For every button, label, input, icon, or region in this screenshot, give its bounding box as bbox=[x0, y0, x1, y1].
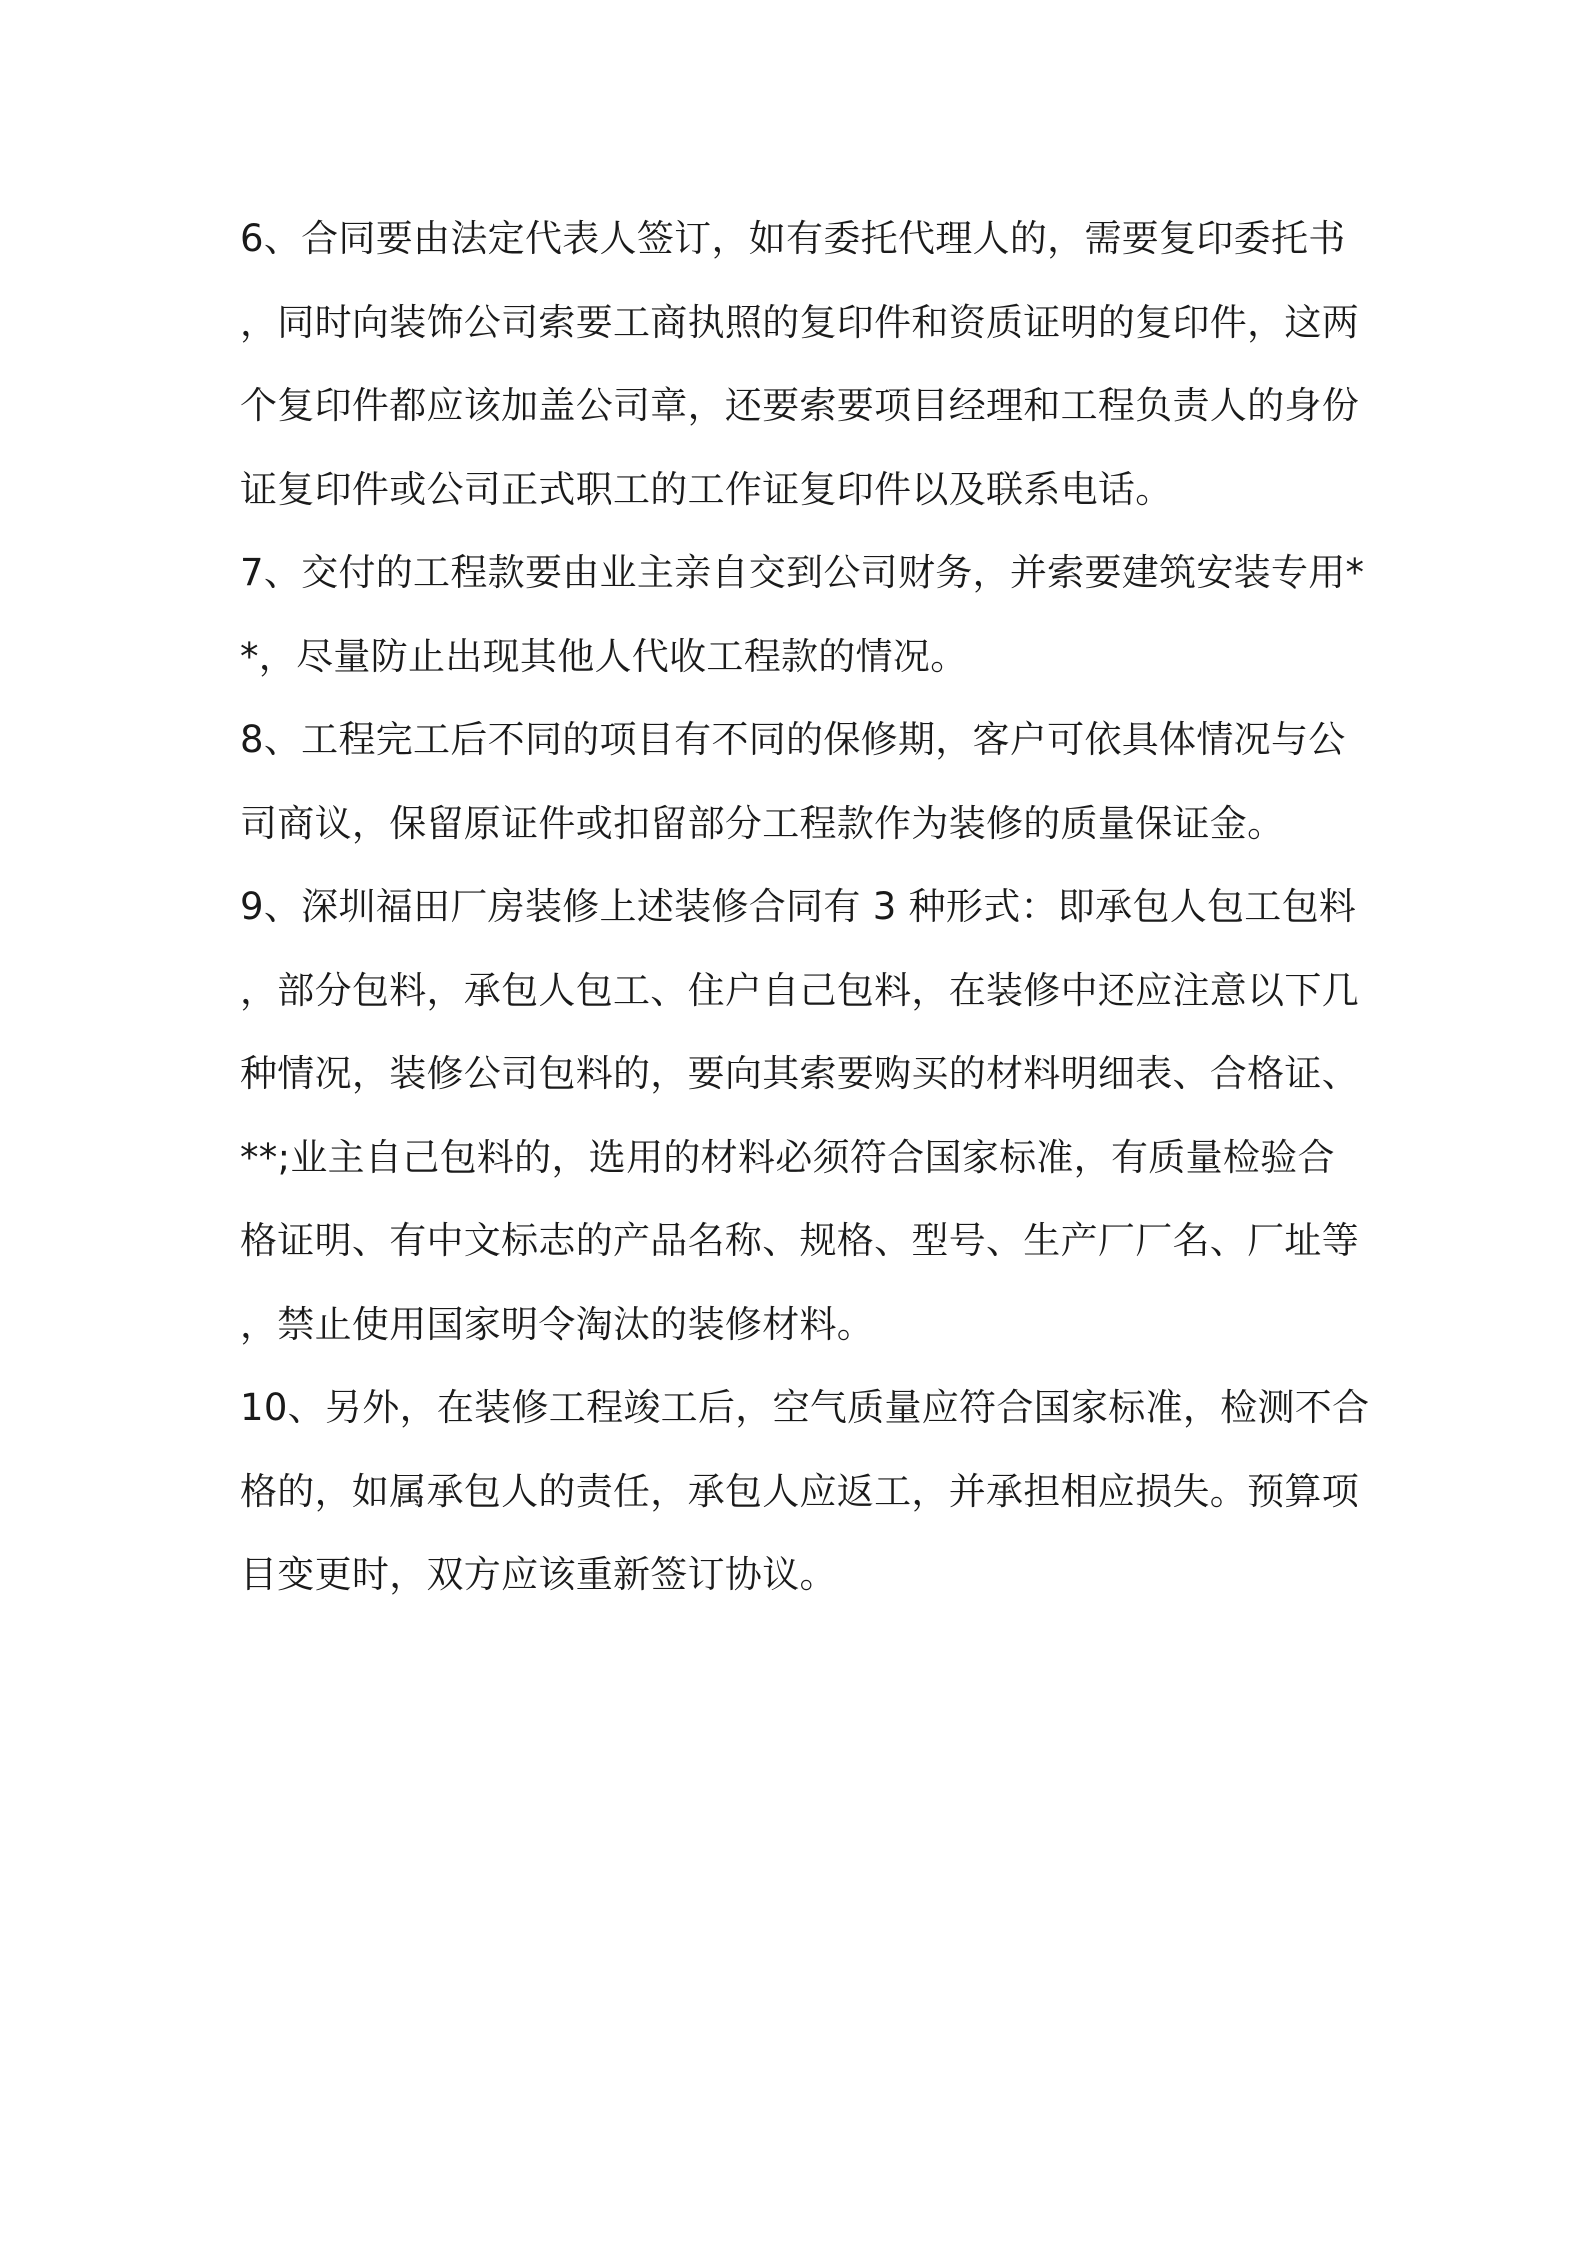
paragraph-9-line-5: 格证明、有中文标志的产品名称、规格、型号、生产厂厂名、厂址等 bbox=[240, 1219, 1359, 1262]
paragraph-10-line-2: 格的，如属承包人的责任，承包人应返工，并承担相应损失。预算项 bbox=[240, 1469, 1359, 1513]
paragraph-8-line-2: 司商议，保留原证件或扣留部分工程款作为装修的质量保证金。 bbox=[240, 801, 1285, 845]
document-body bbox=[240, 197, 1370, 1617]
paragraph-6-line-2: ，同时向装饰公司索要工商执照的复印件和资质证明的复印件，这两 bbox=[240, 300, 1359, 344]
paragraph-9-line-6: ，禁止使用国家明令淘汰的装修材料。 bbox=[240, 1302, 875, 1346]
paragraph-7-line-2: *，尽量防止出现其他人代收工程款的情况。 bbox=[240, 634, 968, 678]
paragraph-7-line-1: 7、交付的工程款要由业主亲自交到公司财务，并索要建筑安装专用* bbox=[240, 551, 1365, 594]
paragraph-9-line-4: **;业主自己包料的，选用的材料必须符合国家标准，有质量检验合 bbox=[240, 1135, 1335, 1179]
paragraph-6-line-1: 6、合同要由法定代表人签订，如有委托代理人的，需要复印委托书 bbox=[240, 217, 1346, 260]
paragraph-8-line-1: 8、工程完工后不同的项目有不同的保修期，客户可依具体情况与公 bbox=[240, 718, 1346, 761]
paragraph-9-line-3: 种情况，装修公司包料的，要向其索要购买的材料明细表、合格证、 bbox=[240, 1052, 1359, 1095]
paragraph-10-line-3: 目变更时，双方应该重新签订协议。 bbox=[240, 1553, 837, 1596]
paragraph-9-line-1: 9、深圳福田厂房装修上述装修合同有 3 种形式：即承包人包工包料 bbox=[240, 885, 1357, 928]
paragraph-10-line-1: 10、另外，在装修工程竣工后，空气质量应符合国家标准，检测不合 bbox=[240, 1386, 1370, 1429]
paragraph-6-line-3: 个复印件都应该加盖公司章，还要索要项目经理和工程负责人的身份 bbox=[240, 384, 1359, 427]
paragraph-6-line-4: 证复印件或公司正式职工的工作证复印件以及联系电话。 bbox=[240, 467, 1173, 511]
paragraph-9-line-2: ，部分包料，承包人包工、住户自己包料，在装修中还应注意以下几 bbox=[240, 968, 1359, 1012]
